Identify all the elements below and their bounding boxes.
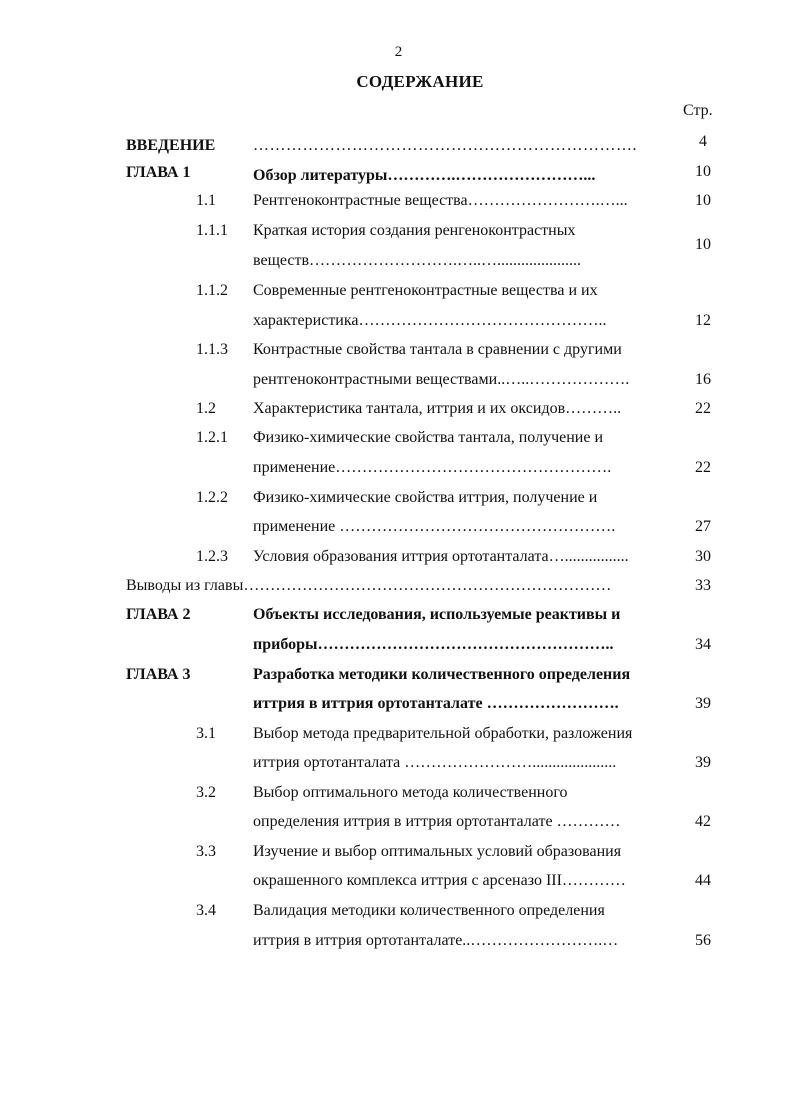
toc-entry-number: 3.2	[196, 784, 216, 801]
toc-entry-number: 1.1	[196, 192, 216, 209]
toc-entry-page: 22	[695, 459, 711, 476]
toc-entry-number: 1.1.2	[196, 282, 228, 299]
toc-entry-title: Объекты исследования, используемые реактивы и	[253, 606, 621, 623]
toc-entry-title-cont: применение …………………………………………….	[253, 518, 616, 535]
toc-entry-page: 10	[695, 192, 711, 209]
toc-entry-title: Валидация методики количественного определения	[253, 902, 605, 919]
toc-entry-title: Современные рентгеноконтрастные вещества и их	[253, 282, 598, 299]
toc-entry-title: Условия образования иттрия ортотанталата…................	[253, 548, 629, 565]
toc-entry-number: 1.2.1	[196, 429, 228, 446]
document-title: СОДЕРЖАНИЕ	[356, 72, 484, 91]
toc-entry-number: ГЛАВА 3	[126, 666, 191, 683]
toc-entry-title: Выводы из главы……………………………………………………………	[126, 577, 612, 594]
toc-entry-title: Физико-химические свойства тантала, получение и	[253, 429, 603, 446]
toc-entry-title: Обзор литературы………….……………………...	[253, 167, 596, 184]
toc-entry-title-cont: рентгеноконтрастными веществами..…..……………….	[253, 371, 630, 388]
toc-entry-title: Характеристика тантала, иттрия и их оксидов………..	[253, 400, 622, 417]
toc-entry-number: 1.2.2	[196, 489, 228, 506]
toc-entry-page: 39	[695, 695, 711, 712]
toc-entry-number: ВВЕДЕНИЕ	[126, 137, 216, 154]
toc-entry-title: Выбор метода предварительной обработки, разложения	[253, 725, 633, 742]
toc-entry-title: Выбор оптимального метода количественного	[253, 784, 568, 801]
toc-entry-number: 3.1	[196, 725, 216, 742]
toc-entry-page: 27	[695, 518, 711, 535]
toc-entry-title: Контрастные свойства тантала в сравнении с другими	[253, 341, 622, 358]
toc-entry-page: 4	[699, 133, 707, 150]
toc-entry-title-cont: иттрия ортотанталата …………………….....................	[253, 754, 617, 771]
toc-entry-page: 22	[695, 400, 711, 417]
toc-entry-page: 16	[695, 371, 711, 388]
toc-entry-page: 10	[695, 236, 711, 253]
toc-entry-title-cont: окрашенного комплекса иттрия с арсеназо III…………	[253, 872, 626, 889]
toc-entry-page: 33	[695, 577, 711, 594]
toc-entry-title-cont: веществ……………………….…..….....................	[253, 252, 582, 269]
toc-entry-title: Краткая история создания ренгеноконтрастных	[253, 222, 576, 239]
toc-entry-number: 1.2.3	[196, 548, 228, 565]
toc-entry-page: 34	[695, 636, 711, 653]
toc-entry-page: 56	[695, 932, 711, 949]
toc-entry-title: Изучение и выбор оптимальных условий образования	[253, 843, 622, 860]
toc-entry-page: 42	[695, 813, 711, 830]
toc-entry-title: Физико-химические свойства иттрия, получение и	[253, 489, 598, 506]
toc-entry-page: 30	[695, 548, 711, 565]
toc-entry-title-cont: иттрия в иттрия ортотанталате..…………………….…	[253, 932, 619, 949]
toc-entry-title-cont: определения иттрия в иттрия ортотанталате …………	[253, 813, 621, 830]
toc-entry-number: 1.1.3	[196, 341, 228, 358]
toc-entry-title: …………………………………………………………….	[253, 137, 637, 154]
page-number: 2	[394, 44, 403, 60]
toc-entry-page: 44	[695, 872, 711, 889]
toc-entry-page: 12	[695, 312, 711, 329]
toc-entry-number: ГЛАВА 2	[126, 606, 191, 623]
toc-entry-number: 1.1.1	[196, 222, 228, 239]
toc-entry-number: 3.4	[196, 902, 216, 919]
toc-entry-number: 1.2	[196, 400, 216, 417]
toc-entry-title-cont: приборы………………………………………………..	[253, 636, 614, 653]
toc-entry-title-cont: иттрия в иттрия ортотанталате …………………….	[253, 695, 619, 712]
toc-entry-page: 39	[695, 754, 711, 771]
toc-entry-number: ГЛАВА 1	[126, 164, 191, 181]
toc-entry-title-cont: применение…………………………………………….	[253, 459, 612, 476]
toc-entry-title-cont: характеристика………………………………………..	[253, 312, 607, 329]
toc-entry-title: Рентгеноконтрастные вещества…………………….…...	[253, 192, 628, 209]
toc-entry-number: 3.3	[196, 843, 216, 860]
toc-entry-title: Разработка методики количественного определения	[253, 666, 631, 683]
toc-entry-page: 10	[695, 163, 711, 180]
page-column-header: Стр.	[683, 102, 713, 119]
